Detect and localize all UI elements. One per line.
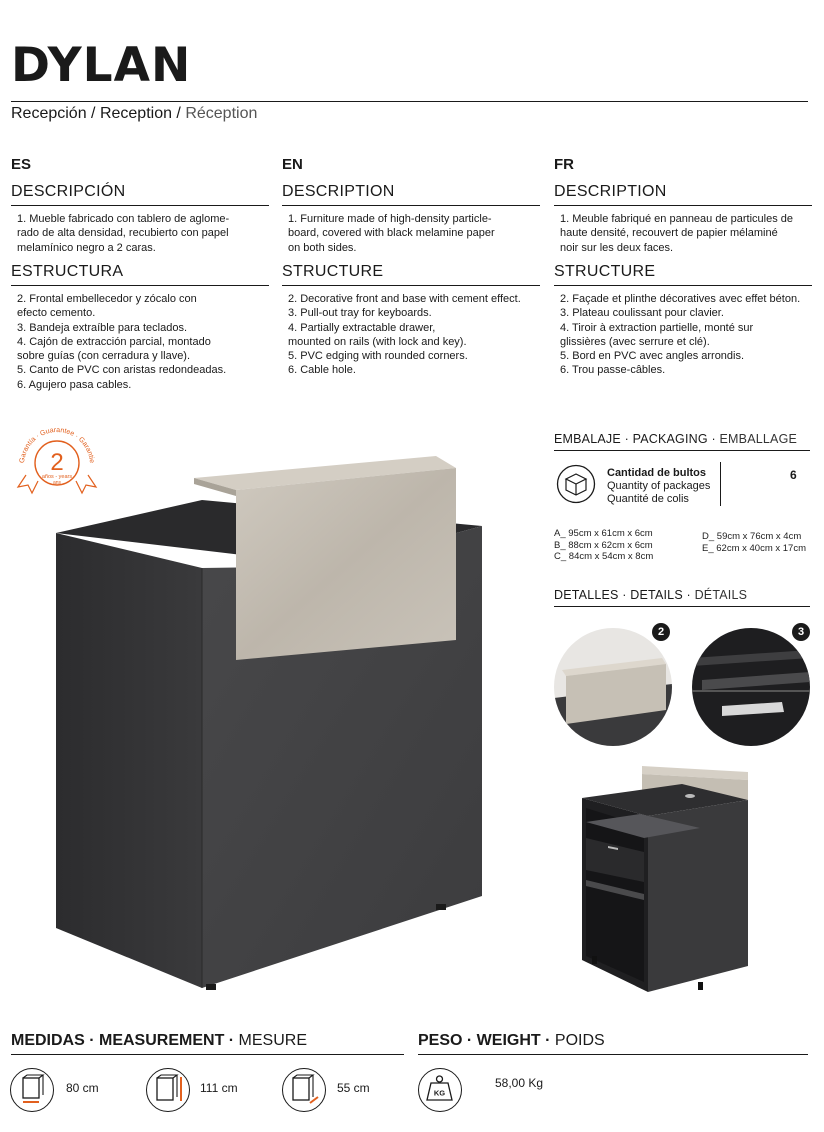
guarantee-years-number: 2 — [50, 449, 64, 476]
detail-badge-3: 3 — [792, 623, 810, 641]
product-image — [36, 418, 526, 998]
description-text: 1. Mueble fabricado con tablero de aglome- rado de alta densidad, recubierto con papel melamínico negro a 2 caras. — [17, 213, 230, 254]
detail-image-cement-panel — [554, 628, 672, 746]
weight-value: 58,00 Kg — [495, 1076, 544, 1090]
measurements-heading — [11, 1032, 404, 1055]
structure-text: 2. Façade et plinthe décoratives avec effet béton. 3. Plateau coulissant pour clavier. 4. Tiroir à extraction partielle, monté sur glissières (avec serrure et clé). 5. Bord en PVC avec angles arrondis. 6. Trou passe-câbles. — [560, 293, 801, 377]
packaging-labels — [607, 467, 710, 506]
product-subtitle — [11, 105, 257, 123]
lang-label: ES — [11, 156, 32, 173]
packaging-label-en: Quantity of packages — [607, 480, 711, 492]
description-text: 1. Meuble fabriqué en panneau de particules de haute densité, recouvert de papier mélaminé noir sur les deux faces. — [560, 213, 794, 254]
structure-heading: ESTRUCTURA — [11, 263, 269, 286]
depth-icon — [282, 1068, 326, 1112]
description-heading: DESCRIPTION — [282, 183, 540, 206]
detail-badge-2: 2 — [652, 623, 670, 641]
width-value: 80 cm — [66, 1081, 99, 1095]
guarantee-arc-text: Garantía · Guarantee · Garantie — [18, 426, 95, 464]
weight-icon — [418, 1068, 462, 1112]
packaging-label-es: Cantidad de bultos — [607, 467, 706, 479]
packaging-divider — [720, 462, 721, 506]
package-count: 6 — [790, 468, 797, 482]
column-fr — [554, 156, 812, 378]
column-es — [11, 156, 269, 392]
structure-heading: STRUCTURE — [554, 263, 812, 286]
package-icon — [556, 464, 596, 504]
description-heading: DESCRIPCIÓN — [11, 183, 269, 206]
weight-heading — [418, 1032, 808, 1055]
packaging-heading-bold: EMBALAJE · PACKAGING · — [554, 432, 716, 446]
kg-icon-label: KG — [433, 1088, 446, 1098]
measurements-heading-light: MESURE — [234, 1032, 308, 1049]
details-heading — [554, 588, 810, 607]
packaging-heading-light: EMBALLAGE — [715, 432, 798, 446]
product-open-image — [578, 760, 758, 1010]
detail-tray-illustration — [692, 628, 810, 746]
structure-text: 2. Decorative front and base with cement effect. 3. Pull-out tray for keyboards. 4. Partially extractable drawer, mounted on rails (with lock and key). 5. PVC edging with rounded corners. 6. Cable hole. — [288, 293, 521, 377]
guarantee-years-label: años - years — [41, 474, 73, 480]
packaging-box — [554, 460, 810, 510]
details-heading-bold: DETALLES · DETAILS · — [554, 588, 691, 602]
lang-label: FR — [554, 156, 574, 173]
height-icon — [146, 1068, 190, 1112]
packaging-label-fr: Quantité de colis — [607, 493, 689, 505]
package-dimensions-left: A_ 95cm x 61cm x 6cm B_ 88cm x 62cm x 6cm C_ 84cm x 54cm x 8cm — [554, 528, 654, 562]
column-en — [282, 156, 540, 378]
width-icon — [10, 1068, 54, 1112]
lang-label: EN — [282, 156, 303, 173]
subtitle-french: Réception — [180, 105, 258, 122]
description-heading: DESCRIPTION — [554, 183, 812, 206]
package-dimensions-right: D_ 59cm x 76cm x 4cm E_ 62cm x 40cm x 17cm — [702, 531, 807, 554]
height-value: 111 cm — [200, 1081, 238, 1095]
weight-heading-bold: PESO · WEIGHT · — [418, 1032, 551, 1049]
packaging-heading — [554, 432, 810, 451]
guarantee-years-label-fr: ans — [52, 480, 62, 486]
structure-heading: STRUCTURE — [282, 263, 540, 286]
details-heading-light: DÉTAILS — [690, 588, 748, 602]
weight-heading-light: POIDS — [550, 1032, 605, 1049]
depth-value: 55 cm — [337, 1081, 370, 1095]
detail-cement-illustration — [554, 628, 672, 746]
subtitle-main: Recepción / Reception / — [11, 105, 181, 122]
detail-image-tray-drawer — [692, 628, 810, 746]
structure-text: 2. Frontal embellecedor y zócalo con efecto cemento. 3. Bandeja extraíble para teclados. 4. Cajón de extracción parcial, montado sobre guías (con cerradura y llave). 5. Canto de PVC con aristas redondeadas. 6. Agujero pasa cables. — [17, 293, 227, 391]
title-divider — [11, 101, 808, 102]
measurements-heading-bold: MEDIDAS · MEASUREMENT · — [11, 1032, 235, 1049]
product-title: DYLAN — [11, 38, 192, 93]
description-text: 1. Furniture made of high-density particle- board, covered with black melamine paper on both sides. — [288, 213, 495, 254]
